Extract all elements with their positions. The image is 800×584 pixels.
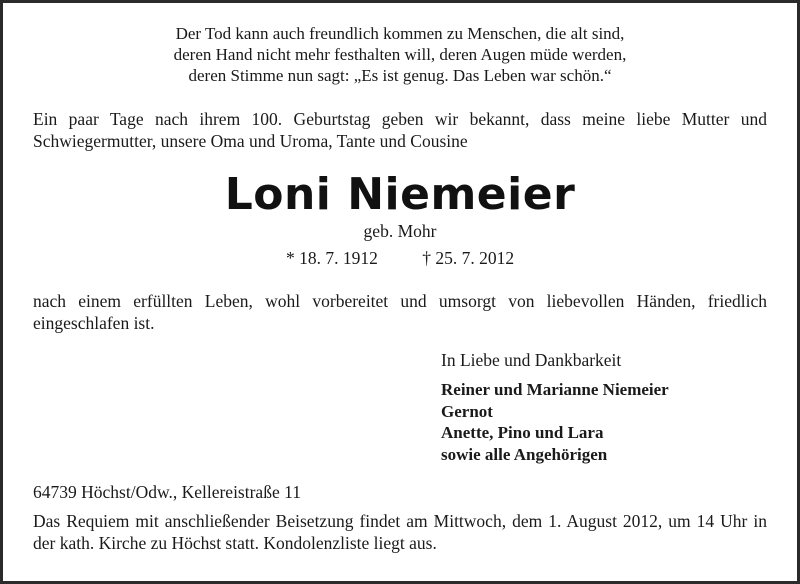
family-member: Anette, Pino und Lara: [441, 423, 604, 442]
poem-line: deren Hand nicht mehr festhalten will, deren Augen müde werden,: [173, 45, 627, 64]
family-list: [441, 379, 669, 465]
poem-line: deren Stimme nun sagt: „Es ist genug. Das Leben war schön.“: [188, 66, 612, 85]
family-member: Gernot: [441, 401, 493, 421]
maiden-name: geb. Mohr: [363, 221, 437, 241]
intro-text: Ein paar Tage nach ihrem 100. Geburtstag geben wir bekannt, dass meine liebe Mutter und Schwiegermutter, unsere Oma und Uroma, Tante und Cousine: [33, 109, 767, 151]
life-dates: [3, 248, 797, 269]
poem-line: Der Tod kann auch freundlich kommen zu Menschen, die alt sind,: [175, 24, 625, 43]
closing-line: In Liebe und Dankbarkeit: [441, 350, 622, 370]
passing-text: nach einem erfüllten Leben, wohl vorbereitet und umsorgt von liebevollen Händen, friedlich eingeschlafen ist.: [33, 291, 767, 333]
address: 64739 Höchst/Odw., Kellereistraße 11: [33, 482, 301, 502]
death-date: † 25. 7. 2012: [422, 248, 515, 268]
birth-date: * 18. 7. 1912: [285, 248, 378, 268]
poem: [63, 23, 737, 86]
family-member: sowie alle Angehörigen: [441, 444, 608, 464]
requiem-text: Das Requiem mit anschließender Beisetzung findet am Mittwoch, dem 1. August 2012, um 14 Uhr in der kath. Kirche zu Höchst statt. Kondolenzliste liegt aus.: [33, 511, 767, 553]
deceased-name: Loni Niemeier: [224, 169, 576, 220]
family-member: Reiner und Marianne Niemeier: [441, 380, 669, 399]
